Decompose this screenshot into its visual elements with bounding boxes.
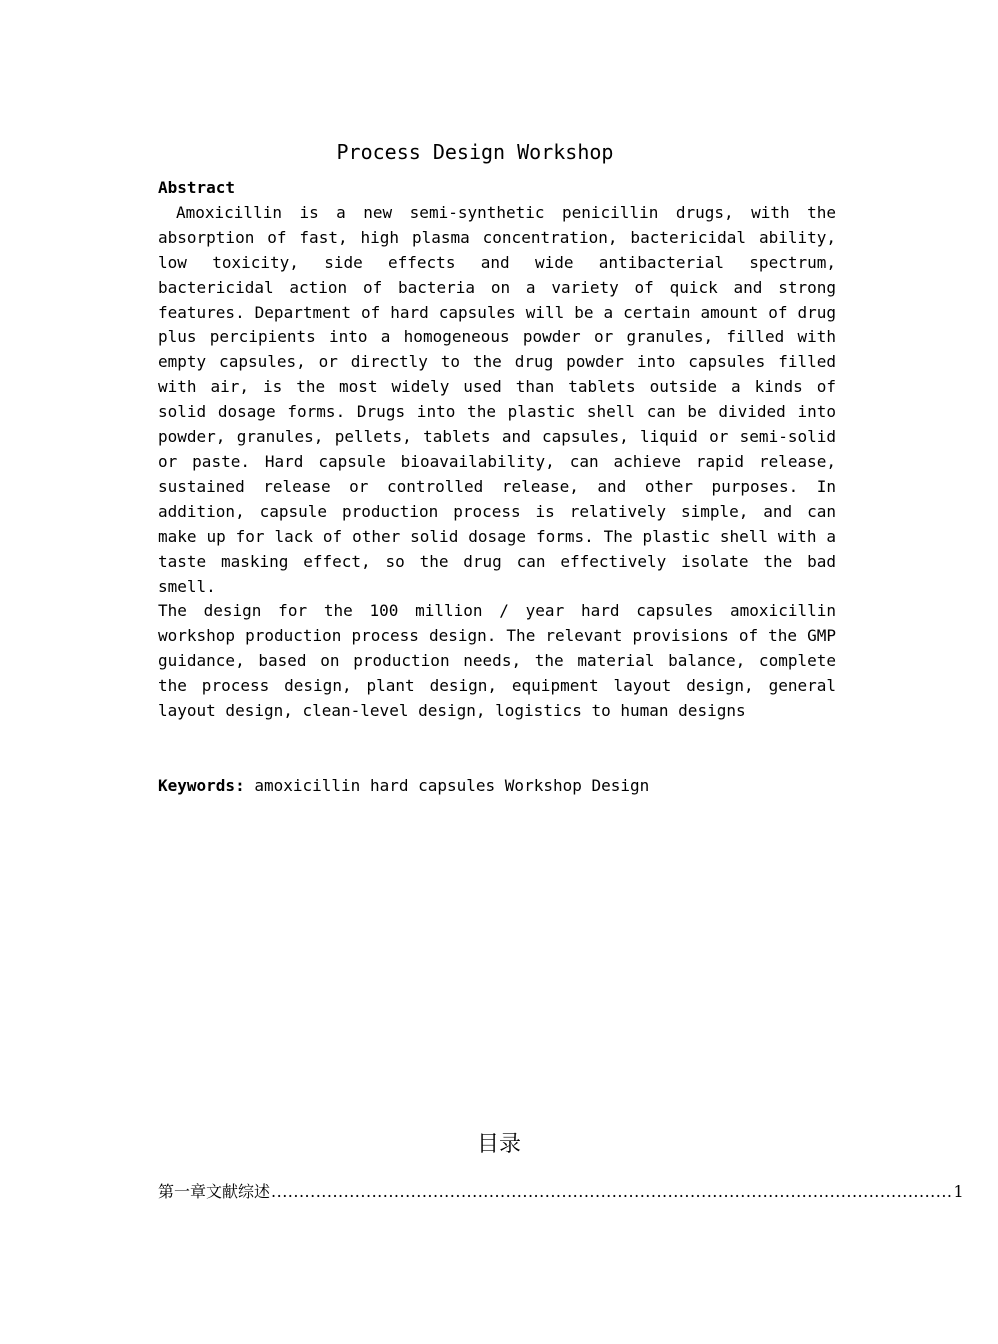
abstract-heading: Abstract [158,178,236,197]
toc-entry-page: 1 [953,1182,964,1201]
abstract-section [158,176,836,799]
toc-entry-label: 第一章文献综述 [158,1182,271,1201]
document-title: Process Design Workshop [336,140,614,164]
toc-entry[interactable] [158,1180,964,1204]
keywords-label: Keywords: [158,775,245,795]
keywords-text: amoxicillin hard capsules Workshop Design [254,775,650,795]
toc-title: 目录 [476,1132,521,1157]
toc-entry-leader: .......................................................................................................................... [271,1182,953,1201]
abstract-paragraph: Amoxicillin is a new semi-synthetic penicillin drugs, with the absorption of fast, high plasma concentration, bactericidal ability, low toxicity, side effects and wide antibacterial spectrum, bactericidal action of bacteria on a variety of quick and strong features. Department of hard capsules will be a certain amount of drug plus percipients into a homogeneous powder or granules, filled with empty capsules, or directly to the drug powder into capsules filled with air, is the most widely used than tablets outside a kinds of solid dosage forms. Drugs into the plastic shell can be divided into powder, granules, pellets, tablets and capsules, liquid or semi-solid or paste. Hard capsule bioavailability, can achieve rapid release, sustained release or controlled release, and other purposes. In addition, capsule production process is relatively simple, and can make up for lack of other solid dosage forms. The plastic shell with a taste masking effect, so the drug can effectively isolate the bad smell. [158,202,836,596]
abstract-paragraph: The design for the 100 million / year hard capsules amoxicillin workshop production process design. The relevant provisions of the GMP guidance, based on production needs, the material balance, complete the process design, plant design, equipment layout design, general layout design, clean-level design, logistics to human designs [158,601,836,721]
keywords-line [158,774,836,799]
